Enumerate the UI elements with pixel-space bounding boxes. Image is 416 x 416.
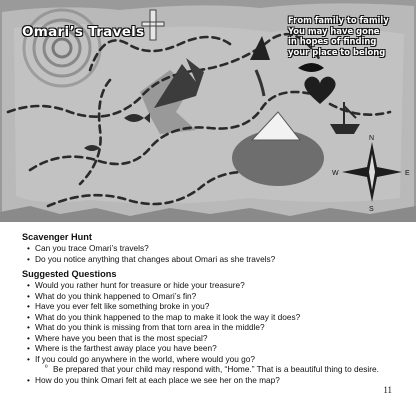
suggested-questions-heading: Suggested Questions <box>22 269 117 279</box>
list-item: • What do you think is missing from that torn area in the middle? <box>35 322 408 333</box>
suggested-questions-list <box>22 280 408 385</box>
list-item: • What do you think happened to the map to make it look the way it does? <box>35 312 408 323</box>
list-item: • Have you ever felt like something broke in you? <box>35 301 408 312</box>
map-caption <box>288 15 412 57</box>
scavenger-hunt-heading: Scavenger Hunt <box>22 232 92 242</box>
list-item: • Would you rather hunt for treasure or hide your treasure? <box>35 280 408 291</box>
list-item: • If you could go anywhere in the world, where would you go? <box>35 354 408 365</box>
list-item: • Where is the farthest away place you have been? <box>35 343 408 354</box>
scavenger-hunt-list <box>22 243 408 264</box>
page-number: 11 <box>383 385 392 395</box>
sub-list-item: º Be prepared that your child may respond with, “Home.” That is a beautiful thing to desire. <box>35 364 408 375</box>
map-title: Omari’s Travels <box>22 24 145 40</box>
list-item: • Do you notice anything that changes about Omari as she travels? <box>35 254 408 265</box>
compass-n: N <box>369 135 375 142</box>
list-item: • Where have you been that is the most special? <box>35 333 408 344</box>
list-item: • What do you think happened to Omari’s fin? <box>35 291 408 302</box>
caption-line: in hopes of finding <box>288 36 377 47</box>
caption-line: You may have gone <box>288 25 380 36</box>
compass-e: E <box>405 170 410 177</box>
list-item: • How do you think Omari felt at each place we see her on the map? <box>35 375 408 386</box>
list-item: • Can you trace Omari’s travels? <box>35 243 408 254</box>
caption-line: From family to family <box>288 15 389 25</box>
caption-line: your place to belong <box>288 46 386 57</box>
compass-w: W <box>332 170 339 177</box>
page-text <box>22 232 408 385</box>
compass-s: S <box>369 206 374 213</box>
